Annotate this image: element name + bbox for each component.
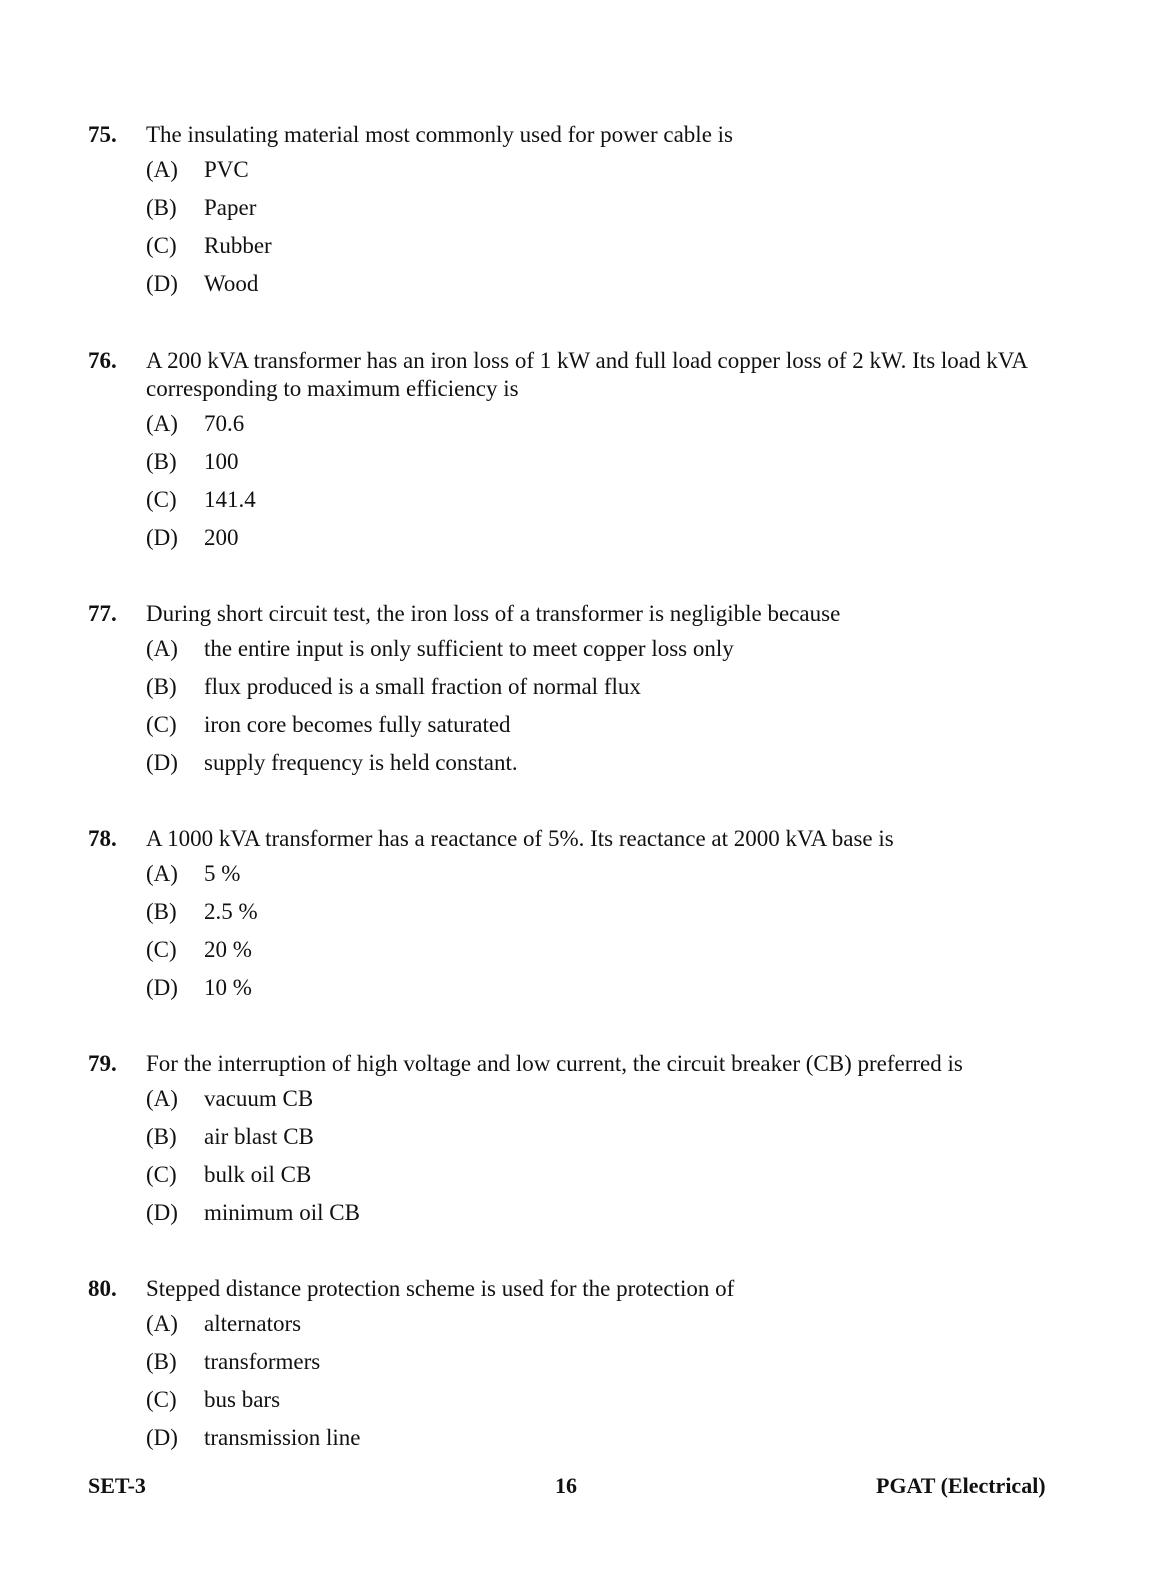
option-d [146, 974, 1078, 1012]
option-text: PVC [204, 157, 249, 182]
question-text: For the interruption of high voltage and low current, the circuit breaker (CB) preferred is [146, 1051, 963, 1076]
question-text: The insulating material most commonly used for power cable is [146, 122, 733, 147]
option-letter: (D) [146, 1200, 178, 1225]
question-number: 75. [88, 122, 117, 147]
option-a [146, 635, 1078, 673]
option-text: the entire input is only sufficient to meet copper loss only [204, 636, 734, 661]
option-text: flux produced is a small fraction of normal flux [204, 674, 641, 699]
option-list [146, 1085, 1078, 1237]
option-text: Wood [204, 271, 259, 296]
option-text: 20 % [204, 937, 252, 962]
question-number: 80. [88, 1276, 117, 1301]
option-text: 5 % [204, 861, 241, 886]
option-b [146, 1123, 1078, 1161]
option-text: iron core becomes fully saturated [204, 712, 511, 737]
option-letter: (B) [146, 674, 177, 699]
question-text: Stepped distance protection scheme is used for the protection of [146, 1276, 735, 1301]
option-c [146, 486, 1078, 524]
option-letter: (A) [146, 411, 178, 436]
option-letter: (B) [146, 899, 177, 924]
question-text: During short circuit test, the iron loss of a transformer is negligible because [146, 601, 841, 626]
question-number: 76. [88, 348, 117, 373]
footer-page-number: 16 [555, 1473, 577, 1498]
option-letter: (D) [146, 525, 178, 550]
option-b [146, 194, 1078, 232]
option-letter: (A) [146, 636, 178, 661]
option-letter: (C) [146, 1162, 177, 1187]
option-c [146, 711, 1078, 749]
option-letter: (C) [146, 937, 177, 962]
option-letter: (B) [146, 1124, 177, 1149]
option-b [146, 1348, 1078, 1386]
question-80 [88, 1275, 1078, 1462]
option-list [146, 1310, 1078, 1462]
option-text: 2.5 % [204, 899, 258, 924]
option-letter: (B) [146, 1349, 177, 1374]
option-a [146, 156, 1078, 194]
question-number: 78. [88, 826, 117, 851]
option-text: Paper [204, 195, 257, 220]
option-c [146, 232, 1078, 270]
option-d [146, 1199, 1078, 1237]
option-list [146, 156, 1078, 308]
option-list [146, 410, 1078, 562]
option-a [146, 410, 1078, 448]
option-letter: (C) [146, 487, 177, 512]
option-text: 10 % [204, 975, 252, 1000]
option-b [146, 673, 1078, 711]
option-text: air blast CB [204, 1124, 314, 1149]
option-letter: (C) [146, 712, 177, 737]
option-letter: (A) [146, 861, 178, 886]
option-text: bus bars [204, 1387, 281, 1412]
option-letter: (D) [146, 750, 178, 775]
option-text: vacuum CB [204, 1086, 314, 1111]
option-d [146, 749, 1078, 787]
option-b [146, 898, 1078, 936]
option-letter: (D) [146, 271, 178, 296]
option-letter: (A) [146, 157, 178, 182]
option-letter: (C) [146, 1387, 177, 1412]
option-d [146, 524, 1078, 562]
option-text: bulk oil CB [204, 1162, 312, 1187]
option-b [146, 448, 1078, 486]
footer-exam-label: PGAT (Electrical) [876, 1473, 1046, 1498]
footer-set-label: SET-3 [88, 1473, 146, 1498]
option-c [146, 1386, 1078, 1424]
question-79 [88, 1050, 1078, 1237]
option-c [146, 936, 1078, 974]
option-letter: (D) [146, 1425, 178, 1450]
option-letter: (D) [146, 975, 178, 1000]
option-d [146, 1424, 1078, 1462]
question-number: 79. [88, 1051, 117, 1076]
option-text: transformers [204, 1349, 321, 1374]
option-letter: (A) [146, 1311, 178, 1336]
question-78 [88, 825, 1078, 1012]
option-d [146, 270, 1078, 308]
option-list [146, 860, 1078, 1012]
option-letter: (A) [146, 1086, 178, 1111]
question-77 [88, 600, 1078, 787]
option-text: Rubber [204, 233, 272, 258]
option-text: supply frequency is held constant. [204, 750, 518, 775]
option-letter: (B) [146, 449, 177, 474]
option-text: 141.4 [204, 487, 256, 512]
option-text: 100 [204, 449, 239, 474]
question-75 [88, 121, 1078, 308]
option-c [146, 1161, 1078, 1199]
option-letter: (B) [146, 195, 177, 220]
option-text: minimum oil CB [204, 1200, 360, 1225]
option-text: alternators [204, 1311, 302, 1336]
option-a [146, 1310, 1078, 1348]
question-number: 77. [88, 601, 117, 626]
option-letter: (C) [146, 233, 177, 258]
option-text: 70.6 [204, 411, 245, 436]
question-text: A 200 kVA transformer has an iron loss of 1 kW and full load copper loss of 2 kW. Its load kVA corresponding to maximum efficiency is [146, 348, 1027, 401]
option-a [146, 1085, 1078, 1123]
option-text: 200 [204, 525, 239, 550]
option-a [146, 860, 1078, 898]
option-list [146, 635, 1078, 787]
question-76 [88, 347, 1078, 562]
option-text: transmission line [204, 1425, 361, 1450]
question-text: A 1000 kVA transformer has a reactance of 5%. Its reactance at 2000 kVA base is [146, 826, 894, 851]
